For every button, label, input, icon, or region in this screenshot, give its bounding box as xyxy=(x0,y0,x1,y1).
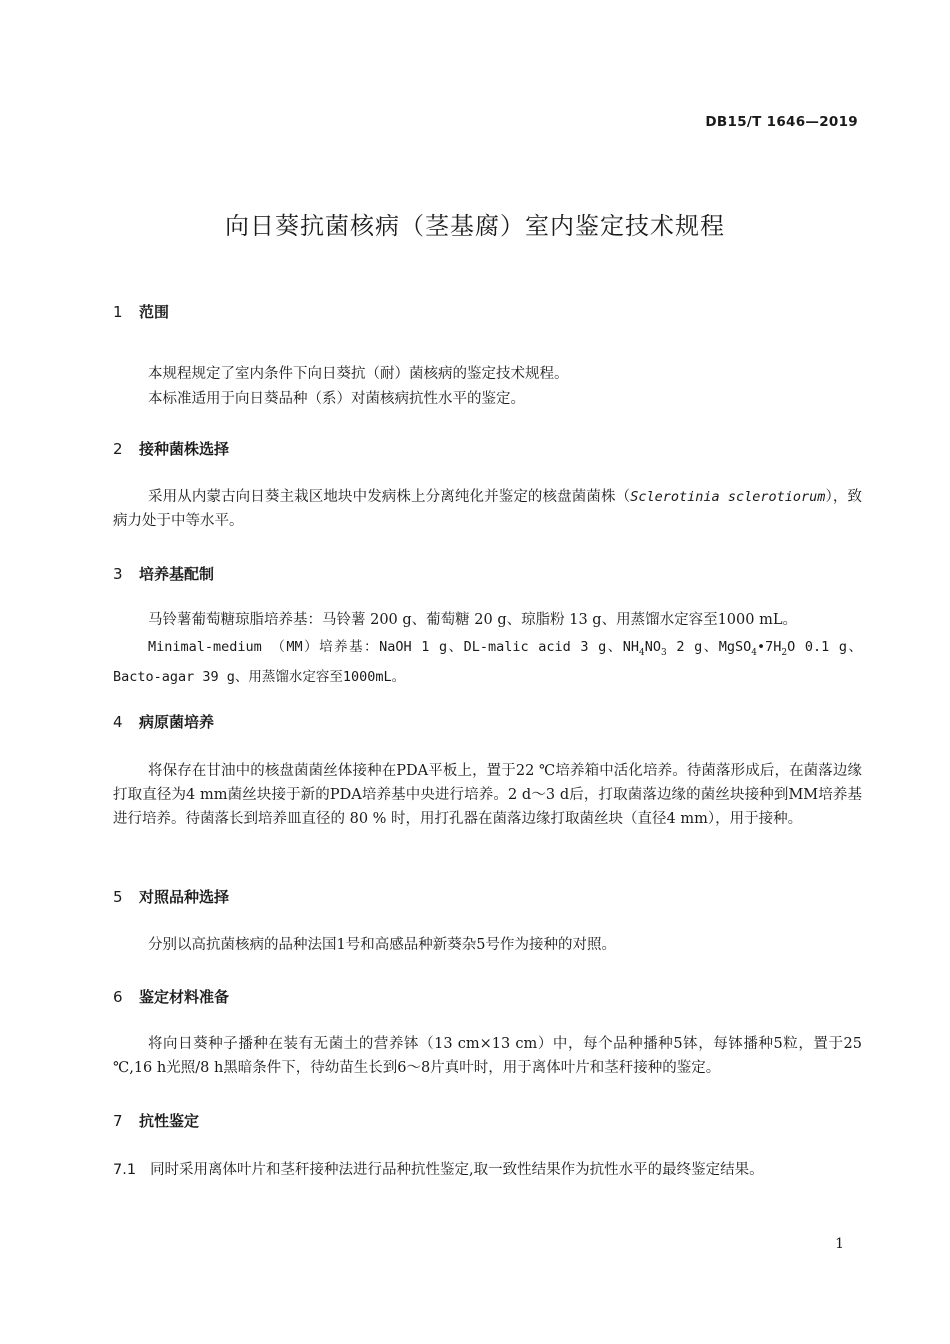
paragraph-text: NO xyxy=(644,639,662,655)
clause-number: 7.1 xyxy=(113,1162,137,1178)
clause-7-1 xyxy=(113,1158,862,1179)
paragraph-text: 将向日葵种子播种在装有无菌土的营养钵（13 cm×13 cm）中，每个品种播种5钵，每钵播种5粒，置于25 ℃,16 h光照/8 h黑暗条件下，待幼苗生长到6～8片真叶时，用于离体叶片和茎秆接种的鉴定。 xyxy=(113,1036,862,1076)
paragraph-text: ），致病力处于中等水平。 xyxy=(113,489,862,529)
document-code: DB15/T 1646—2019 xyxy=(705,114,858,130)
section-title: 范围 xyxy=(139,303,170,321)
section-number: 1 xyxy=(113,303,123,321)
section-number: 5 xyxy=(113,888,123,906)
section-heading-3 xyxy=(113,563,214,584)
section-number: 3 xyxy=(113,565,123,583)
section-6-paragraph xyxy=(113,1032,862,1080)
section-heading-2 xyxy=(113,438,229,459)
section-number: 4 xyxy=(113,713,123,731)
section-2-paragraph xyxy=(113,485,862,533)
species-name: Sclerotinia sclerotiorum xyxy=(630,489,826,505)
subscript: 2 xyxy=(781,647,788,658)
section-number: 2 xyxy=(113,440,123,458)
section-heading-4 xyxy=(113,711,214,732)
section-number: 6 xyxy=(113,988,123,1006)
paragraph-text: 分别以高抗菌核病的品种法国1号和高感品种新葵杂5号作为接种的对照。 xyxy=(148,937,616,953)
page-number: 1 xyxy=(835,1236,844,1252)
section-heading-5 xyxy=(113,886,229,907)
section-title: 病原菌培养 xyxy=(139,713,215,731)
section-number: 7 xyxy=(113,1112,123,1130)
section-3-mm-paragraph xyxy=(113,635,862,689)
section-4-paragraph xyxy=(113,759,862,831)
subscript: 3 xyxy=(661,647,667,658)
paragraph-text: Minimal-medium （MM）培养基：NaOH 1 g、DL-malic acid 3 g、NH xyxy=(148,639,640,655)
clause-text: 同时采用离体叶片和茎秆接种法进行品种抗性鉴定,取一致性结果作为抗性水平的最终鉴定结果。 xyxy=(150,1162,764,1178)
section-title: 抗性鉴定 xyxy=(139,1112,200,1130)
section-1-line-2: 本标准适用于向日葵品种（系）对菌核病抗性水平的鉴定。 xyxy=(148,391,525,407)
subscript: 4 xyxy=(639,647,645,658)
paragraph-text: 马铃薯葡萄糖琼脂培养基：马铃薯 200 g、葡萄糖 20 g、琼脂粉 13 g、用蒸馏水定容至1000 mL。 xyxy=(148,612,797,628)
section-title: 接种菌株选择 xyxy=(139,440,230,458)
section-title: 培养基配制 xyxy=(139,565,215,583)
paragraph-text: 采用从内蒙古向日葵主栽区地块中发病株上分离纯化并鉴定的核盘菌菌株（ xyxy=(148,489,631,505)
section-title: 对照品种选择 xyxy=(139,888,230,906)
section-3-pda-paragraph xyxy=(113,608,862,632)
paragraph-text: •7H xyxy=(756,639,782,655)
paragraph-text: O 0.1 g、Bacto-agar 39 g、用蒸馏水定容至1000mL。 xyxy=(113,639,862,685)
section-1-line-1: 本规程规定了室内条件下向日葵抗（耐）菌核病的鉴定技术规程。 xyxy=(148,366,569,382)
paragraph-text: 将保存在甘油中的核盘菌菌丝体接种在PDA平板上，置于22 ℃培养箱中活化培养。待菌落形成后，在菌落边缘打取直径为4 mm菌丝块接于新的PDA培养基中央进行培养。2 d～3 d后，打取菌落边缘的菌丝块接种到MM培养基进行培养。待菌落长到培养皿直径的 80 % 时，用打孔器在菌落边缘打取菌丝块（直径4 mm），用于接种。 xyxy=(113,763,862,827)
section-5-paragraph xyxy=(113,933,862,957)
section-heading-7 xyxy=(113,1110,199,1131)
section-title: 鉴定材料准备 xyxy=(139,988,230,1006)
section-heading-6 xyxy=(113,986,229,1007)
subscript: 4 xyxy=(751,647,757,658)
page-title: 向日葵抗菌核病（茎基腐）室内鉴定技术规程 xyxy=(225,212,725,240)
section-heading-1 xyxy=(113,301,169,322)
paragraph-text: 2 g、MgSO xyxy=(666,639,752,655)
